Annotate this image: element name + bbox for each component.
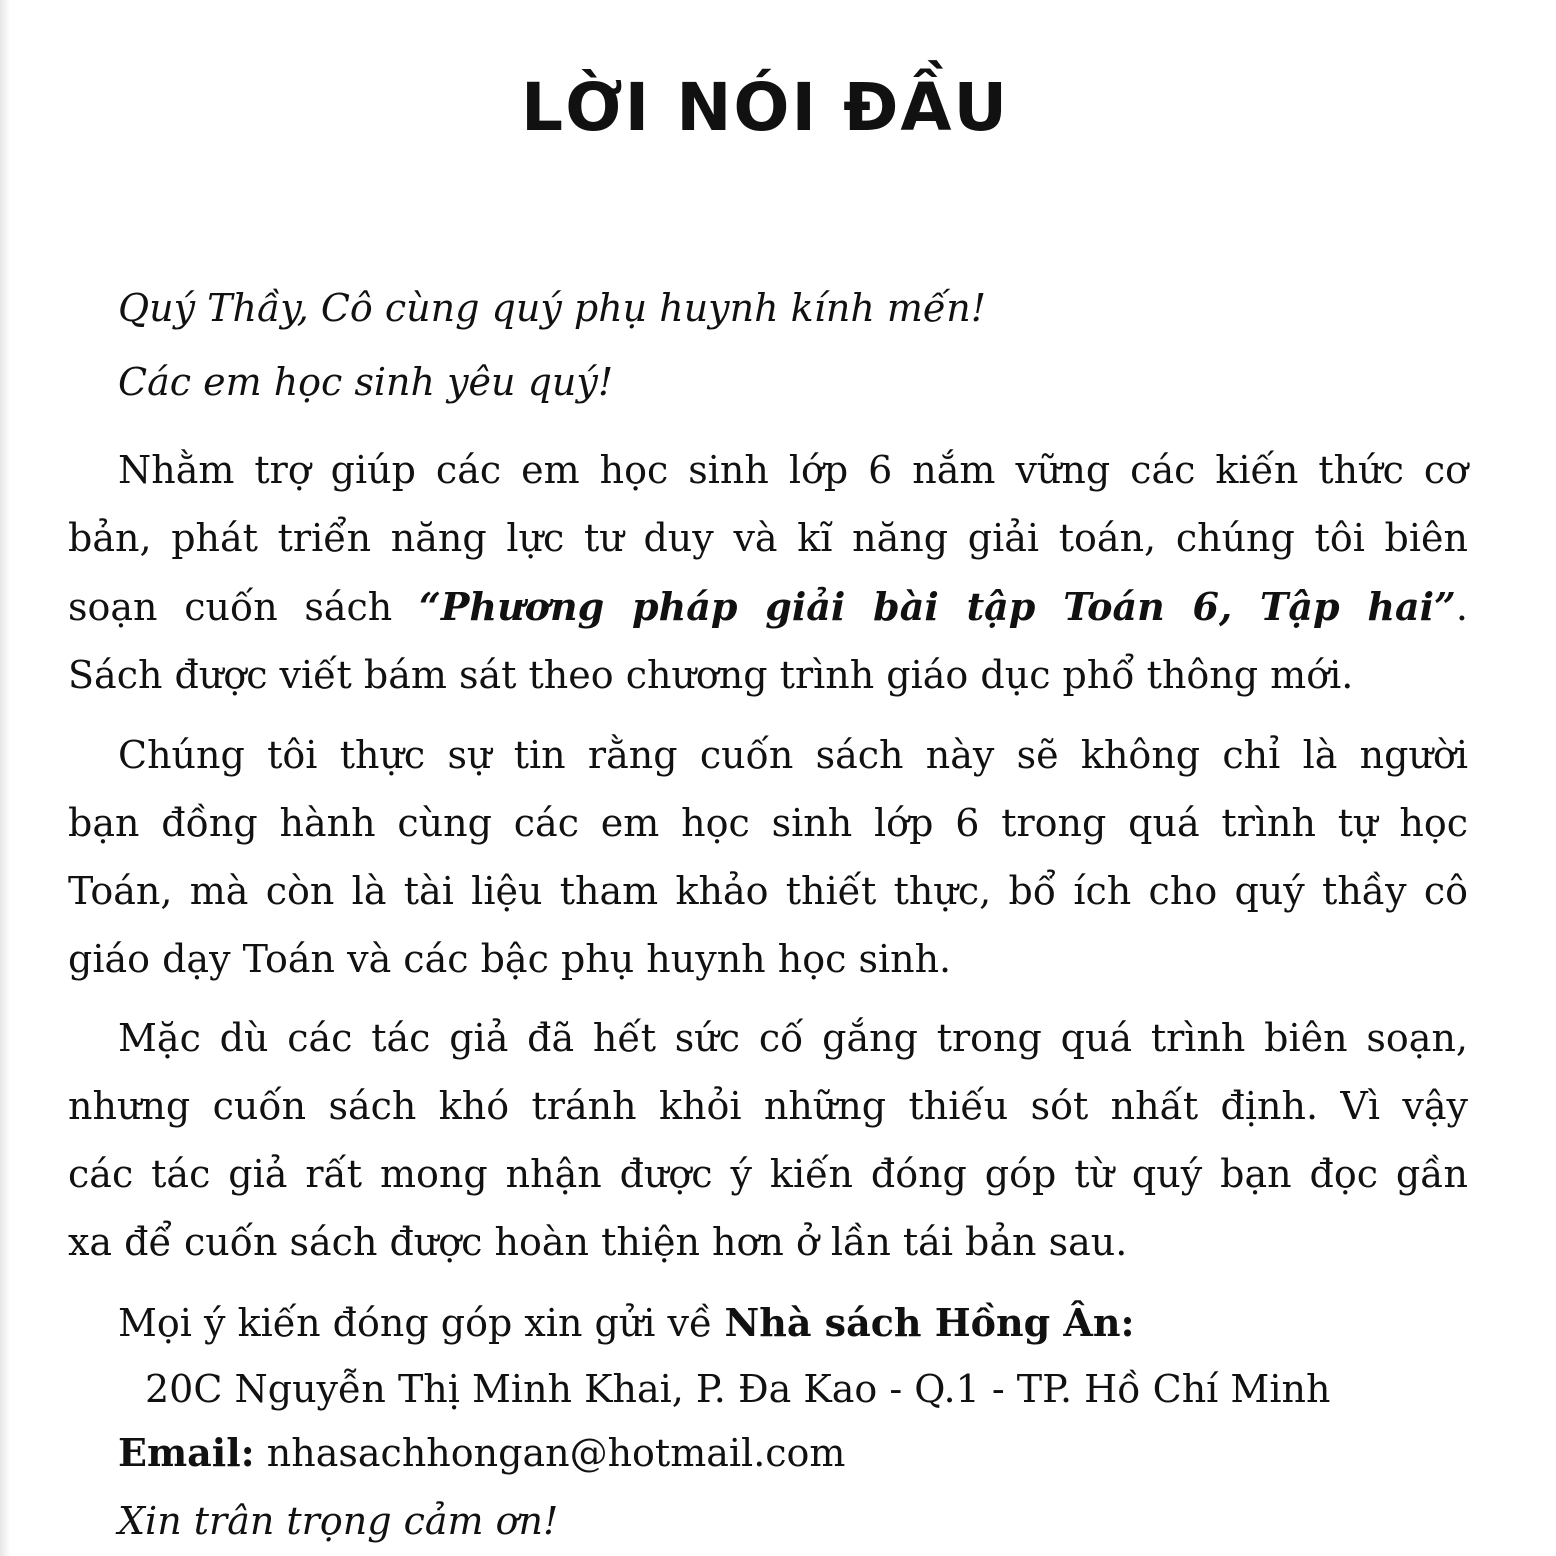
paragraph-2-line-4: giáo dạy Toán và các bậc phụ huynh học sinh.	[68, 937, 952, 981]
greeting-line-2: Các em học sinh yêu quý!	[118, 360, 614, 404]
paragraph-1-line-2: bản, phát triển năng lực tư duy và kĩ năng giải toán, chúng tôi biên	[68, 516, 1468, 560]
closing-line: Xin trân trọng cảm ơn!	[118, 1499, 559, 1543]
paragraph-3-line-2: nhưng cuốn sách khó tránh khỏi những thiếu sót nhất định. Vì vậy	[68, 1084, 1468, 1128]
paragraph-2-line-3: Toán, mà còn là tài liệu tham khảo thiết thực, bổ ích cho quý thầy cô	[68, 869, 1468, 913]
publisher-address: 20C Nguyễn Thị Minh Khai, P. Đa Kao - Q.1 - TP. Hồ Chí Minh	[145, 1367, 1331, 1411]
paragraph-1-line-1: Nhằm trợ giúp các em học sinh lớp 6 nắm vững các kiến thức cơ	[118, 448, 1468, 492]
paragraph-2-line-2: bạn đồng hành cùng các em học sinh lớp 6 trong quá trình tự học	[68, 801, 1468, 845]
paragraph-2-line-1: Chúng tôi thực sự tin rằng cuốn sách này sẽ không chỉ là người	[118, 733, 1468, 777]
paragraph-1-line-3-lead: soạn cuốn sách	[68, 585, 419, 629]
page-title: LỜI NÓI ĐẦU	[520, 69, 1010, 146]
paragraph-3-line-3: các tác giả rất mong nhận được ý kiến đóng góp từ quý bạn đọc gần	[68, 1152, 1468, 1196]
email-label: Email:	[118, 1430, 255, 1475]
email-line	[118, 1428, 1468, 1478]
contact-intro: Mọi ý kiến đóng góp xin gửi về	[118, 1301, 725, 1345]
paragraph-1-line-3	[68, 582, 1468, 632]
paragraph-1-line-4: Sách được viết bám sát theo chương trình giáo dục phổ thông mới.	[68, 653, 1354, 697]
publisher-name: Nhà sách Hồng Ân:	[724, 1300, 1135, 1345]
paragraph-3-line-4: xa để cuốn sách được hoàn thiện hơn ở lần tái bản sau.	[68, 1220, 1128, 1264]
book-title: “Phương pháp giải bài tập Toán 6, Tập hai”	[418, 584, 1456, 629]
email-address: nhasachhongan@hotmail.com	[254, 1431, 846, 1475]
page-edge-shadow	[0, 0, 10, 1556]
contact-line	[118, 1298, 1468, 1348]
paragraph-3-line-1: Mặc dù các tác giả đã hết sức cố gắng trong quá trình biên soạn,	[118, 1016, 1468, 1060]
paragraph-1-line-3-end: .	[1455, 585, 1469, 629]
greeting-line-1: Quý Thầy, Cô cùng quý phụ huynh kính mến!	[118, 286, 987, 330]
